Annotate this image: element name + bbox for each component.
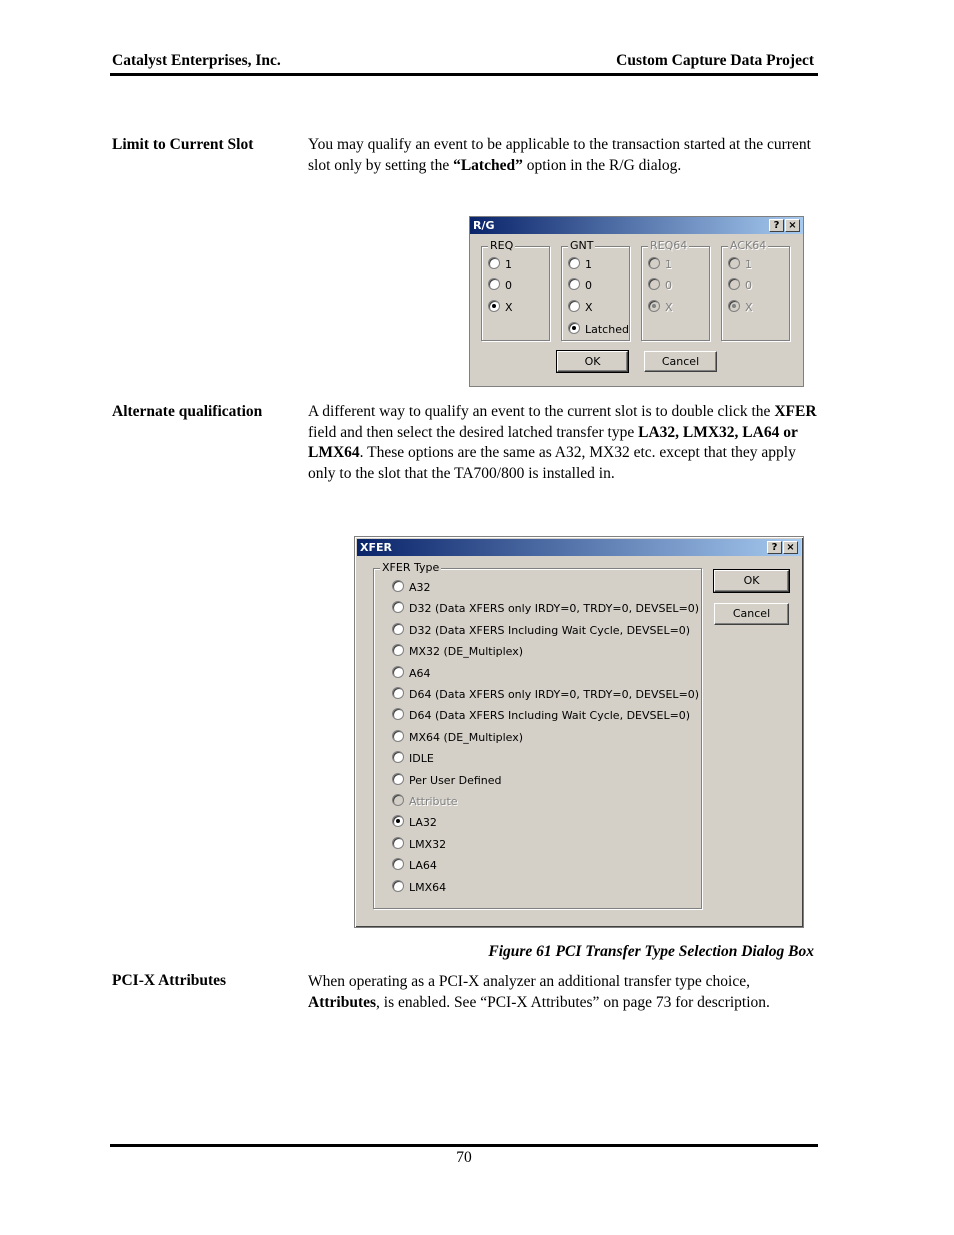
radio-icon (392, 858, 404, 870)
header-project: Custom Capture Data Project (616, 52, 814, 69)
xfer-option-label: D64 (Data XFERS only IRDY=0, TRDY=0, DEVSEL=0) (409, 688, 700, 701)
help-button[interactable] (767, 541, 782, 554)
radio-icon (728, 278, 740, 290)
radio-gnt-latched[interactable]: Latched (568, 322, 629, 336)
radio-icon (392, 623, 404, 635)
rg-group-req (481, 239, 550, 341)
xfer-option-label: D32 (Data XFERS only IRDY=0, TRDY=0, DEVSEL=0) (409, 602, 700, 616)
xfer-option-label: A64 (409, 666, 431, 680)
xfer-option[interactable] (392, 580, 431, 594)
section-text-limit-slot: You may qualify an event to be applicable to the transaction started at the current slot only by setting the “Latched” option in the R/G dialog. (308, 136, 811, 174)
xfer-group-label: XFER Type (382, 561, 440, 574)
rg-title: R/G (473, 219, 495, 232)
rg-group-ack64 (721, 239, 790, 341)
close-button[interactable] (785, 219, 800, 232)
help-button[interactable] (769, 219, 784, 232)
radio-selected-icon (648, 300, 660, 312)
figure-caption: Figure 61 PCI Transfer Type Selection Dialog Box (488, 943, 814, 960)
radio-icon (392, 601, 404, 613)
radio-icon (392, 837, 404, 849)
xfer-option-label: Attribute (409, 795, 458, 808)
section-term-limit-slot: Limit to Current Slot (112, 136, 254, 153)
xfer-type-group (373, 561, 702, 909)
radio-icon (568, 257, 580, 269)
radio-icon (568, 300, 580, 312)
xfer-option[interactable] (392, 815, 437, 829)
rg-group-label: ACK64 (730, 239, 767, 252)
xfer-option-label: MX64 (DE_Multiplex) (409, 730, 524, 744)
close-button[interactable] (783, 541, 798, 554)
xfer-option-label: MX32 (DE_Multiplex) (409, 645, 524, 659)
page-number: 70 (456, 1149, 472, 1166)
radio-selected-icon (488, 300, 500, 312)
radio-icon (728, 257, 740, 269)
xfer-ok-button[interactable]: OK (714, 570, 789, 592)
radio-selected-icon (392, 815, 404, 827)
xfer-option[interactable] (392, 880, 446, 894)
rg-group-req64 (641, 239, 710, 341)
xfer-option-label: LA64 (409, 859, 437, 873)
radio-gnt-0[interactable]: 0 (568, 278, 592, 292)
xfer-option[interactable] (392, 730, 523, 744)
radio-icon (392, 580, 404, 592)
xfer-option-label: LMX32 (409, 837, 447, 851)
footer-rule (110, 1144, 818, 1147)
radio-gnt-1[interactable]: 1 (568, 257, 592, 271)
radio-icon (392, 730, 404, 742)
rg-titlebar (470, 217, 803, 234)
xfer-option[interactable] (392, 666, 431, 680)
xfer-option[interactable] (392, 601, 699, 615)
header-rule (110, 73, 818, 76)
xfer-option[interactable] (392, 751, 434, 765)
xfer-option-label: D32 (Data XFERS Including Wait Cycle, DEVSEL=0) (409, 623, 691, 637)
xfer-option[interactable] (392, 858, 437, 872)
xfer-option-label: LA32 (409, 816, 437, 830)
xfer-option[interactable] (392, 773, 502, 787)
help-icon: ? (773, 220, 780, 231)
xfer-option-label: D64 (Data XFERS Including Wait Cycle, DEVSEL=0) (409, 709, 691, 723)
xfer-option[interactable] (392, 708, 690, 722)
xfer-dialog (354, 536, 804, 928)
radio-ack64-x[interactable]: X (728, 300, 753, 314)
xfer-title: XFER (360, 541, 392, 554)
xfer-cancel-button[interactable]: Cancel (714, 603, 789, 625)
rg-group-label: REQ (490, 239, 514, 252)
close-icon: × (788, 220, 797, 231)
xfer-option-label: Per User Defined (409, 773, 502, 787)
xfer-option[interactable] (392, 687, 699, 701)
radio-icon (568, 278, 580, 290)
help-icon: ? (771, 542, 778, 553)
radio-icon (488, 257, 500, 269)
close-icon: × (786, 542, 795, 553)
radio-req64-x[interactable]: X (648, 300, 673, 314)
radio-req-x[interactable]: X (488, 300, 513, 314)
xfer-option[interactable] (392, 644, 523, 658)
rg-group-label: REQ64 (650, 239, 688, 252)
section-term-pcix: PCI-X Attributes (112, 972, 227, 989)
radio-icon (392, 708, 404, 720)
radio-icon (392, 751, 404, 763)
xfer-option[interactable] (392, 794, 458, 808)
radio-icon (392, 880, 404, 892)
radio-req-0[interactable]: 0 (488, 278, 512, 292)
rg-group-gnt (561, 239, 630, 341)
radio-ack64-1[interactable]: 1 (728, 257, 752, 271)
radio-icon (488, 278, 500, 290)
header-company: Catalyst Enterprises, Inc. (112, 52, 281, 69)
radio-icon (648, 257, 660, 269)
radio-icon (392, 687, 404, 699)
xfer-option[interactable] (392, 837, 446, 851)
section-text-alternate: A different way to qualify an event to the current slot is to double click the XFER field and then select the desired latched transfer type LA32, LMX32, LA64 or LMX64. These options are the same as A32, MX32 etc. except that they apply only to the slot that the TA700/800 is installed in. (308, 403, 817, 482)
radio-selected-icon (728, 300, 740, 312)
radio-req64-0[interactable]: 0 (648, 278, 672, 292)
rg-cancel-button[interactable]: Cancel (644, 351, 717, 372)
section-text-pcix: When operating as a PCI-X analyzer an additional transfer type choice, Attributes, is enabled. See “PCI-X Attributes” on page 73 for description. (308, 973, 770, 1011)
xfer-titlebar (357, 539, 801, 556)
rg-ok-button[interactable]: OK (557, 351, 628, 372)
radio-icon (392, 666, 404, 678)
radio-icon (392, 644, 404, 656)
xfer-option-label: A32 (409, 581, 431, 594)
radio-icon (648, 278, 660, 290)
radio-gnt-x[interactable]: X (568, 300, 593, 314)
xfer-option-label: LMX64 (409, 880, 447, 894)
radio-ack64-0[interactable]: 0 (728, 278, 752, 292)
radio-icon (392, 794, 404, 806)
radio-selected-icon (568, 322, 580, 334)
xfer-option-label: IDLE (409, 752, 434, 766)
radio-icon (392, 773, 404, 785)
rg-group-label: GNT (570, 239, 594, 252)
section-term-alternate: Alternate qualification (112, 403, 263, 420)
xfer-option[interactable] (392, 623, 690, 637)
rg-dialog (469, 216, 804, 387)
radio-req64-1[interactable]: 1 (648, 257, 672, 271)
radio-req-1[interactable]: 1 (488, 257, 512, 271)
